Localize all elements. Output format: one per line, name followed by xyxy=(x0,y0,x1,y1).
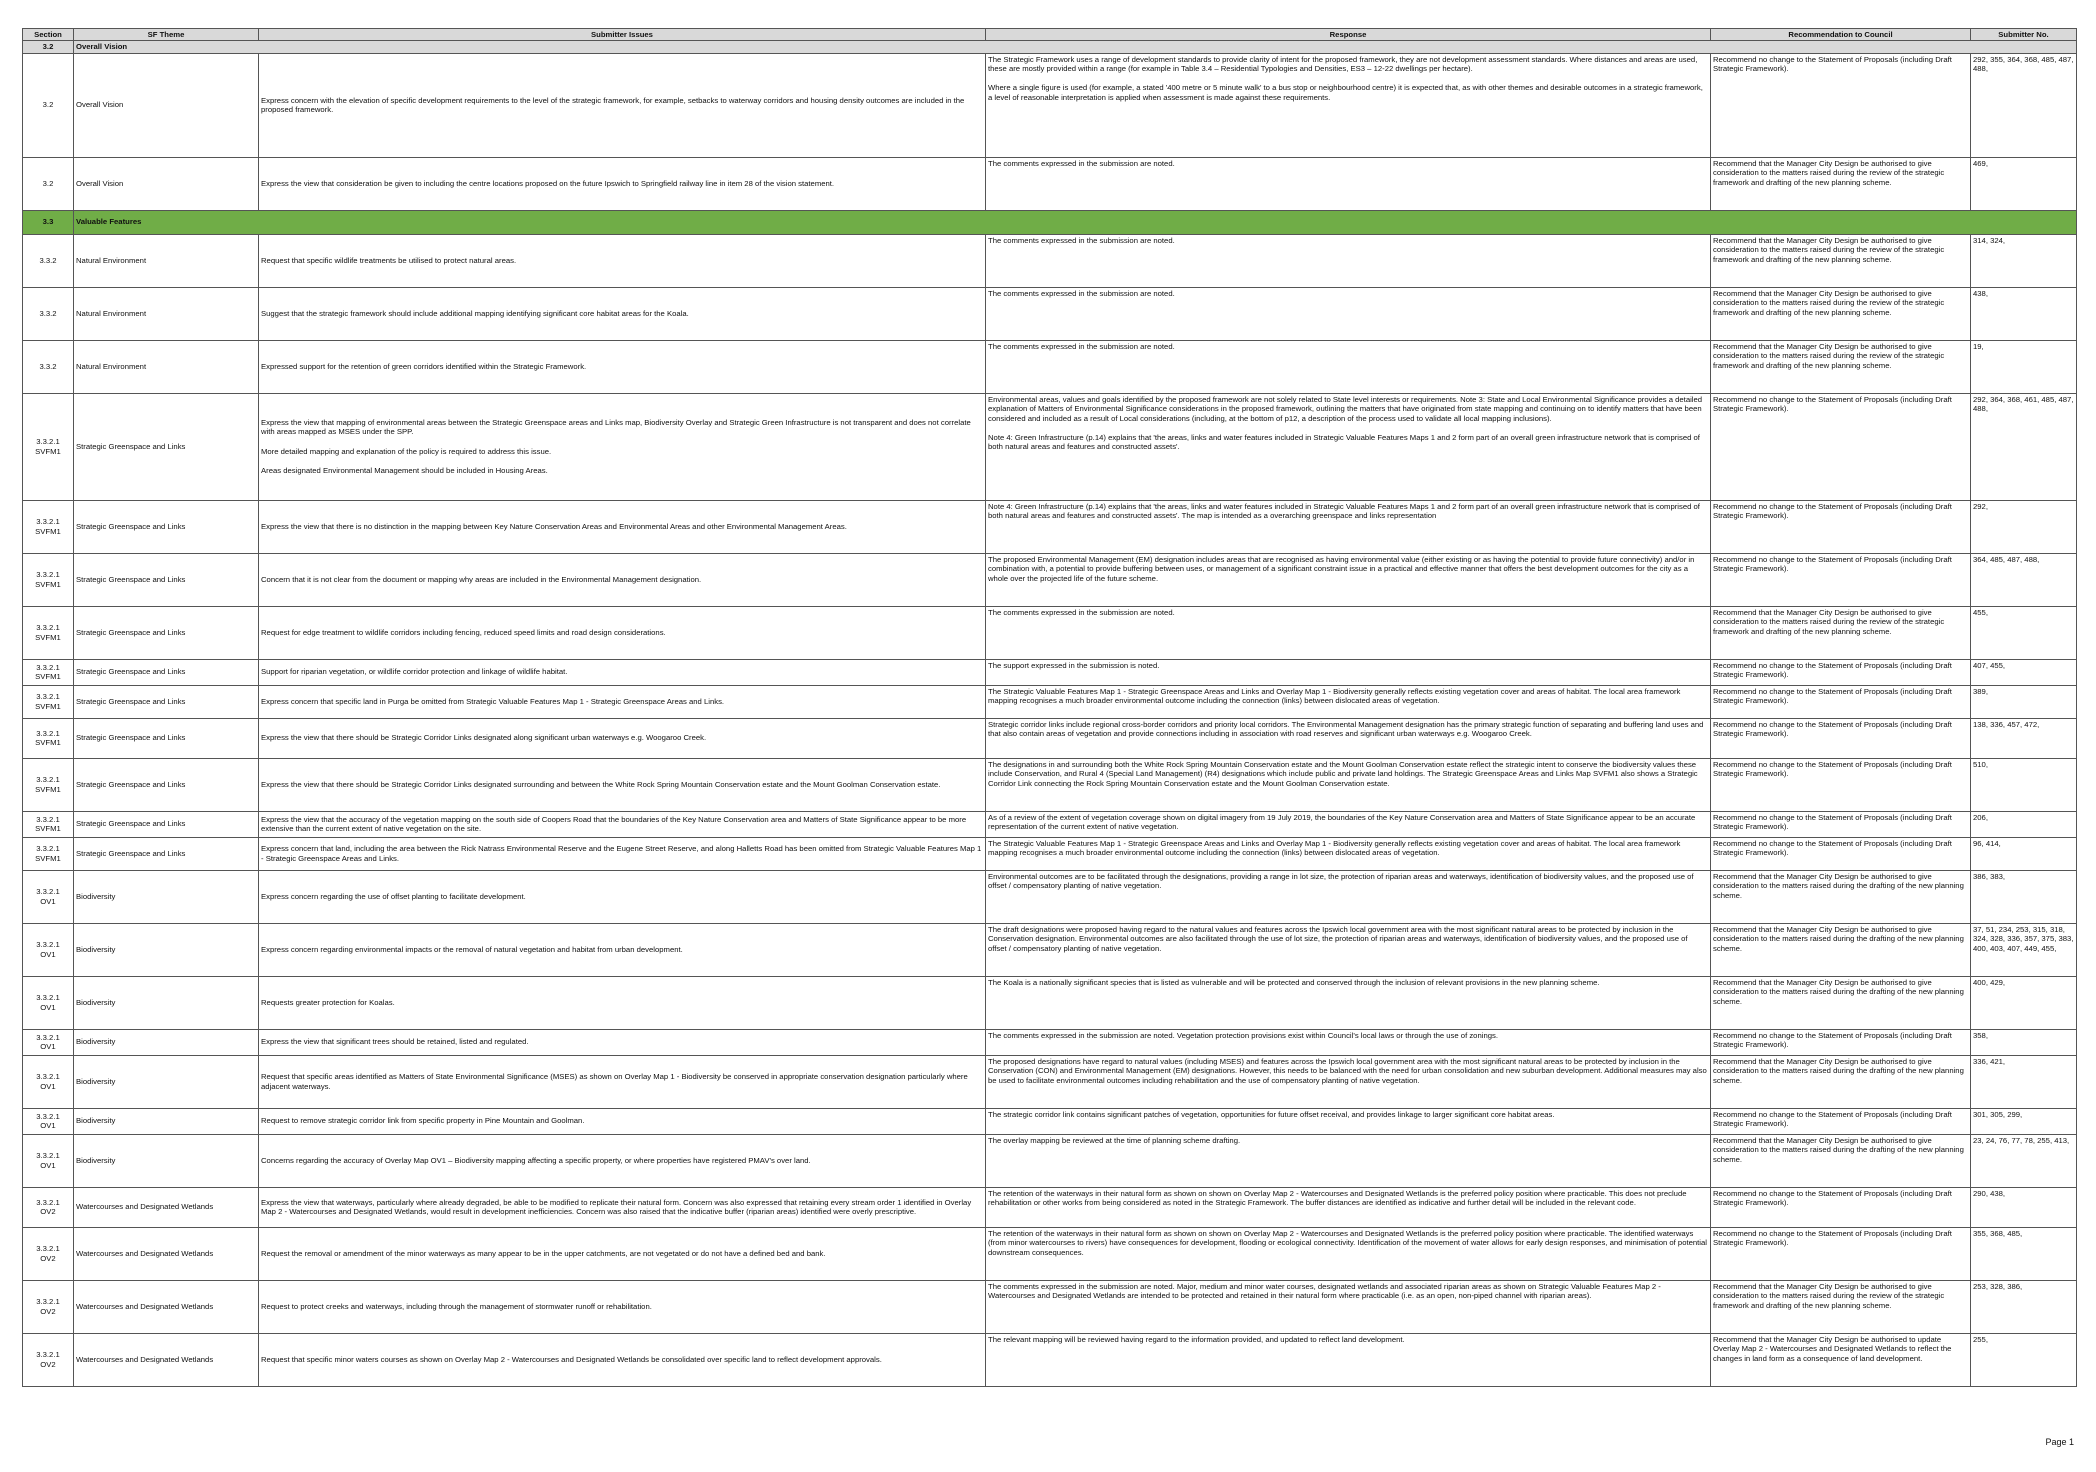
response-cell: The retention of the waterways in their natural form as shown on shown on Overlay Map 2 - Watercourses and Designated Wetlands is the preferred policy position where practicable. This does not preclude rehabilitation or other works from being considered as noted in the Strategic Framework. The buffer distances are identified as indicative and further detail will be included in the relevant code. xyxy=(986,1187,1711,1227)
issue-cell: Express concern regarding the use of offset planting to facilitate development. xyxy=(259,870,986,923)
theme-cell: Strategic Greenspace and Links xyxy=(74,718,259,758)
issue-cell: Express the view that there is no distinction in the mapping between Key Nature Conservation Areas and Environmental Areas and other Environmental Management Areas. xyxy=(259,500,986,553)
issue-cell: Express concern that specific land in Purga be omitted from Strategic Valuable Features Map 1 - Strategic Greenspace Areas and Links. xyxy=(259,685,986,718)
section-header-row xyxy=(23,210,2077,234)
submitter-cell: 23, 24, 76, 77, 78, 255, 413, xyxy=(1971,1134,2077,1187)
recommendation-cell: Recommend that the Manager City Design be authorised to give consideration to the matters raised during the drafting of the new planning scheme. xyxy=(1711,976,1971,1029)
issue-cell: Express the view that there should be Strategic Corridor Links designated surrounding and between the White Rock Spring Mountain Conservation estate and the Mount Goolman Conservation estate. xyxy=(259,758,986,811)
recommendation-cell: Recommend that the Manager City Design be authorised to give consideration to the matters raised during the review of the strategic framework and drafting of the new planning scheme. xyxy=(1711,606,1971,659)
theme-cell: Overall Vision xyxy=(74,53,259,157)
section-cell: 3.3.2.1 OV2 xyxy=(23,1187,74,1227)
issue-cell: Express concern that land, including the area between the Rick Natrass Environmental Reserve and the Eugene Street Reserve, and along Halletts Road has been omitted from Strategic Valuable Features Map 1 - Strategic Greenspace Areas and Links. xyxy=(259,837,986,870)
issue-cell: Express the view that there should be Strategic Corridor Links designated along significant urban waterways e.g. Woogaroo Creek. xyxy=(259,718,986,758)
recommendation-cell: Recommend no change to the Statement of Proposals (including Draft Strategic Framework). xyxy=(1711,811,1971,837)
table-row xyxy=(23,758,2077,811)
issue-cell: Support for riparian vegetation, or wildlife corridor protection and linkage of wildlife habitat. xyxy=(259,659,986,685)
theme-cell: Strategic Greenspace and Links xyxy=(74,837,259,870)
col-issues-header: Submitter Issues xyxy=(259,29,986,41)
theme-cell: Watercourses and Designated Wetlands xyxy=(74,1333,259,1386)
header-row xyxy=(23,29,2077,41)
section-number: 3.3 xyxy=(23,210,74,234)
submitter-cell: 206, xyxy=(1971,811,2077,837)
issue-cell: Requests greater protection for Koalas. xyxy=(259,976,986,1029)
submitter-cell: 407, 455, xyxy=(1971,659,2077,685)
section-cell: 3.3.2.1 OV1 xyxy=(23,1055,74,1108)
issue-cell: Request that specific wildlife treatments be utilised to protect natural areas. xyxy=(259,234,986,287)
theme-cell: Biodiversity xyxy=(74,923,259,976)
response-cell: As of a review of the extent of vegetation coverage shown on digital imagery from 19 July 2019, the boundaries of the Key Nature Conservation area and Matters of State Significance appear to be an accurate representation of the current extent of native vegetation. xyxy=(986,811,1711,837)
recommendation-cell: Recommend no change to the Statement of Proposals (including Draft Strategic Framework). xyxy=(1711,837,1971,870)
theme-cell: Watercourses and Designated Wetlands xyxy=(74,1187,259,1227)
table-row xyxy=(23,157,2077,210)
issue-cell: Expressed support for the retention of green corridors identified within the Strategic Framework. xyxy=(259,340,986,393)
recommendation-cell: Recommend that the Manager City Design be authorised to give consideration to the matters raised during the review of the strategic framework and drafting of the new planning scheme. xyxy=(1711,157,1971,210)
issue-cell: Request that specific minor waters courses as shown on Overlay Map 2 - Watercourses and Designated Wetlands be consolidated over specific land to reflect development approvals. xyxy=(259,1333,986,1386)
table-row xyxy=(23,1280,2077,1333)
section-cell: 3.3.2.1 SVFM1 xyxy=(23,811,74,837)
response-cell: The overlay mapping be reviewed at the time of planning scheme drafting. xyxy=(986,1134,1711,1187)
section-cell: 3.3.2.1 SVFM1 xyxy=(23,606,74,659)
submitter-cell: 355, 368, 485, xyxy=(1971,1227,2077,1280)
response-cell: Strategic corridor links include regional cross-border corridors and priority local corridors. The Environmental Management designation has the primary strategic function of separating and buffering land uses and that also contain areas of vegetation and provide connections including in association with road reserves and significant urban waterways e.g. Woogaroo Creek. xyxy=(986,718,1711,758)
section-cell: 3.3.2.1 SVFM1 xyxy=(23,685,74,718)
submitter-cell: 290, 438, xyxy=(1971,1187,2077,1227)
table-row xyxy=(23,837,2077,870)
response-cell: Environmental areas, values and goals identified by the proposed framework are not solely related to State level interests or requirements. Note 3: State and Local Environmental Significance provides a detailed explanation of Matters of Environmental Significance considerations in the proposed framework, outlining the matters that have originated from state mapping and continuing on to identify matters that have been considered and included as a result of Local considerations (including, at the bottom of p12, a description of the process used to validate all local mapping inclusions). Note 4: Green Infrastructure (p.14) explains that 'the areas, links and water features included in Strategic Valuable Features Maps 1 and 2 form part of an overall green infrastructure network that is comprised of both natural areas and features and constructed assets'. xyxy=(986,393,1711,500)
theme-cell: Natural Environment xyxy=(74,234,259,287)
section-title: Valuable Features xyxy=(74,210,2077,234)
theme-cell: Strategic Greenspace and Links xyxy=(74,500,259,553)
section-cell: 3.3.2.1 SVFM1 xyxy=(23,718,74,758)
table-row xyxy=(23,1333,2077,1386)
table-row xyxy=(23,659,2077,685)
section-title: Overall Vision xyxy=(74,41,2077,54)
submitter-cell: 292, 355, 364, 368, 485, 487, 488, xyxy=(1971,53,2077,157)
recommendation-cell: Recommend no change to the Statement of Proposals (including Draft Strategic Framework). xyxy=(1711,1108,1971,1134)
recommendation-cell: Recommend no change to the Statement of Proposals (including Draft Strategic Framework). xyxy=(1711,393,1971,500)
table-row xyxy=(23,1187,2077,1227)
response-cell: The comments expressed in the submission are noted. xyxy=(986,606,1711,659)
table-row xyxy=(23,393,2077,500)
response-cell: The comments expressed in the submission are noted. xyxy=(986,234,1711,287)
col-submitter-header: Submitter No. xyxy=(1971,29,2077,41)
response-cell: The draft designations were proposed having regard to the natural values and features across the Ipswich local government area with the most significant natural areas to be protected by inclusion in the Conservation designation. Environmental outcomes are also facilitated through the use of lot size, the protection of riparian areas and waterways, identification of biodiversity values, and the proposed use of offset / compensatory planting of native vegetation. xyxy=(986,923,1711,976)
response-cell: The Strategic Valuable Features Map 1 - Strategic Greenspace Areas and Links and Overlay Map 1 - Biodiversity generally reflects existing vegetation cover and areas of habitat. The local area framework mapping recognises a much broader environmental outcome including the connection (links) between dislocated areas of vegetation. xyxy=(986,837,1711,870)
section-cell: 3.3.2.1 SVFM1 xyxy=(23,393,74,500)
section-cell: 3.2 xyxy=(23,53,74,157)
submissions-table xyxy=(22,28,2077,1387)
response-cell: The designations in and surrounding both the White Rock Spring Mountain Conservation estate and the Mount Goolman Conservation estate reflect the strategic intent to conserve the biodiversity values these include Conservation, and Rural 4 (Special Land Management) (R4) designations which include public and private land holdings. The Strategic Greenspace Areas and Links Map SVFM1 also shows a Strategic Corridor Link connecting the Rock Spring Mountain Conservation estate and the Mount Goolman Conservation estate. xyxy=(986,758,1711,811)
issue-cell: Express the view that the accuracy of the vegetation mapping on the south side of Coopers Road that the boundaries of the Key Nature Conservation area and Matters of State Significance appear to be more extensive than the current extent of native vegetation on the site. xyxy=(259,811,986,837)
section-cell: 3.3.2.1 SVFM1 xyxy=(23,553,74,606)
section-cell: 3.2 xyxy=(23,157,74,210)
response-cell: The comments expressed in the submission are noted. xyxy=(986,157,1711,210)
theme-cell: Natural Environment xyxy=(74,340,259,393)
theme-cell: Natural Environment xyxy=(74,287,259,340)
theme-cell: Strategic Greenspace and Links xyxy=(74,606,259,659)
issue-cell: Request the removal or amendment of the minor waterways as many appear to be in the upper catchments, are not vegetated or do not have a defined bed and bank. xyxy=(259,1227,986,1280)
issue-cell: Request to remove strategic corridor link from specific property in Pine Mountain and Goolman. xyxy=(259,1108,986,1134)
issue-cell: Concern that it is not clear from the document or mapping why areas are included in the Environmental Management designation. xyxy=(259,553,986,606)
theme-cell: Strategic Greenspace and Links xyxy=(74,811,259,837)
recommendation-cell: Recommend no change to the Statement of Proposals (including Draft Strategic Framework). xyxy=(1711,685,1971,718)
page-number: Page 1 xyxy=(2045,1437,2074,1447)
theme-cell: Overall Vision xyxy=(74,157,259,210)
section-cell: 3.3.2.1 OV1 xyxy=(23,976,74,1029)
recommendation-cell: Recommend that the Manager City Design be authorised to give consideration to the matters raised during the drafting of the new planning scheme. xyxy=(1711,870,1971,923)
recommendation-cell: Recommend no change to the Statement of Proposals (including Draft Strategic Framework). xyxy=(1711,553,1971,606)
theme-cell: Biodiversity xyxy=(74,1134,259,1187)
recommendation-cell: Recommend no change to the Statement of Proposals (including Draft Strategic Framework). xyxy=(1711,500,1971,553)
recommendation-cell: Recommend no change to the Statement of Proposals (including Draft Strategic Framework). xyxy=(1711,53,1971,157)
section-cell: 3.3.2.1 OV2 xyxy=(23,1280,74,1333)
theme-cell: Biodiversity xyxy=(74,976,259,1029)
section-cell: 3.3.2.1 SVFM1 xyxy=(23,837,74,870)
section-header-row xyxy=(23,41,2077,54)
table-row xyxy=(23,287,2077,340)
col-section-header: Section xyxy=(23,29,74,41)
section-cell: 3.3.2.1 OV1 xyxy=(23,1108,74,1134)
theme-cell: Biodiversity xyxy=(74,1108,259,1134)
submitter-cell: 438, xyxy=(1971,287,2077,340)
theme-cell: Strategic Greenspace and Links xyxy=(74,685,259,718)
response-cell: The support expressed in the submission is noted. xyxy=(986,659,1711,685)
submitter-cell: 292, xyxy=(1971,500,2077,553)
table-row xyxy=(23,685,2077,718)
section-cell: 3.3.2 xyxy=(23,287,74,340)
issue-cell: Express the view that waterways, particularly where already degraded, be able to be modified to replicate their natural form. Concern was also expressed that retaining every stream order 1 identified in Overlay Map 2 - Watercourses and Designated Wetlands, would result in development inefficiencies. Concern was also raised that the indicative buffer (riparian areas) identified were overly prescriptive. xyxy=(259,1187,986,1227)
submitter-cell: 455, xyxy=(1971,606,2077,659)
table-row xyxy=(23,1227,2077,1280)
submitter-cell: 469, xyxy=(1971,157,2077,210)
table-row xyxy=(23,500,2077,553)
table-row xyxy=(23,553,2077,606)
theme-cell: Biodiversity xyxy=(74,1055,259,1108)
response-cell: The Strategic Framework uses a range of development standards to provide clarity of intent for the proposed framework, they are not development assessment standards. Where distances and areas are used, these are mostly provided within a range (for example in Table 3.4 – Residential Typologies and Densities, ES3 – 12-22 dwellings per hectare). Where a single figure is used (for example, a stated '400 metre or 5 minute walk' to a bus stop or neighbourhood centre) it is expected that, as with other themes and desirable outcomes in a strategic framework, a level of reasonable interpretation is applied when assessment is made against these requirements. xyxy=(986,53,1711,157)
recommendation-cell: Recommend no change to the Statement of Proposals (including Draft Strategic Framework). xyxy=(1711,1227,1971,1280)
submitter-cell: 253, 328, 386, xyxy=(1971,1280,2077,1333)
theme-cell: Watercourses and Designated Wetlands xyxy=(74,1280,259,1333)
response-cell: The comments expressed in the submission are noted. xyxy=(986,287,1711,340)
col-recommendation-header: Recommendation to Council xyxy=(1711,29,1971,41)
submitter-cell: 37, 51, 234, 253, 315, 318, 324, 328, 336, 357, 375, 383, 400, 403, 407, 449, 455, xyxy=(1971,923,2077,976)
submitter-cell: 255, xyxy=(1971,1333,2077,1386)
section-cell: 3.3.2.1 OV2 xyxy=(23,1227,74,1280)
section-cell: 3.3.2.1 SVFM1 xyxy=(23,659,74,685)
section-number: 3.2 xyxy=(23,41,74,54)
response-cell: The retention of the waterways in their natural form as shown on shown on Overlay Map 2 - Watercourses and Designated Wetlands is the preferred policy position where practicable. The identified waterways (from minor watercourses to rivers) have consequences for development, flooding or ecological connectivity. Identification of the movement of water allows for early design responses, and minimisation of potential downstream consequences. xyxy=(986,1227,1711,1280)
response-cell: The proposed designations have regard to natural values (including MSES) and features across the Ipswich local government area with the most significant natural areas to be protected by inclusion in the Conservation (CON) and Environmental Management (EM) designations. However, this needs to be balanced with the need for urban consolidation and new suburban development. Additional measures may also be used to facilitate environmental outcomes including rehabilitation and the use of compensatory planting of native vegetation. xyxy=(986,1055,1711,1108)
theme-cell: Strategic Greenspace and Links xyxy=(74,659,259,685)
recommendation-cell: Recommend that the Manager City Design be authorised to give consideration to the matters raised during the drafting of the new planning scheme. xyxy=(1711,923,1971,976)
issue-cell: Express the view that consideration be given to including the centre locations proposed on the future Ipswich to Springfield railway line in item 28 of the vision statement. xyxy=(259,157,986,210)
recommendation-cell: Recommend that the Manager City Design be authorised to give consideration to the matters raised during the review of the strategic framework and drafting of the new planning scheme. xyxy=(1711,287,1971,340)
recommendation-cell: Recommend no change to the Statement of Proposals (including Draft Strategic Framework). xyxy=(1711,659,1971,685)
submitter-cell: 301, 305, 299, xyxy=(1971,1108,2077,1134)
issue-cell: Request that specific areas identified as Matters of State Environmental Significance (MSES) as shown on Overlay Map 1 - Biodiversity be conserved in appropriate conservation designation particularly where adjacent waterways. xyxy=(259,1055,986,1108)
issue-cell: Express the view that significant trees should be retained, listed and regulated. xyxy=(259,1029,986,1055)
response-cell: The relevant mapping will be reviewed having regard to the information provided, and updated to reflect land development. xyxy=(986,1333,1711,1386)
table-row xyxy=(23,1108,2077,1134)
theme-cell: Strategic Greenspace and Links xyxy=(74,393,259,500)
submitter-cell: 96, 414, xyxy=(1971,837,2077,870)
recommendation-cell: Recommend no change to the Statement of Proposals (including Draft Strategic Framework). xyxy=(1711,1029,1971,1055)
table-row xyxy=(23,923,2077,976)
recommendation-cell: Recommend no change to the Statement of Proposals (including Draft Strategic Framework). xyxy=(1711,718,1971,758)
recommendation-cell: Recommend that the Manager City Design be authorised to give consideration to the matters raised during the drafting of the new planning scheme. xyxy=(1711,1134,1971,1187)
section-cell: 3.3.2.1 OV1 xyxy=(23,1029,74,1055)
table-row xyxy=(23,53,2077,157)
table-row xyxy=(23,1029,2077,1055)
theme-cell: Strategic Greenspace and Links xyxy=(74,553,259,606)
submitter-cell: 292, 364, 368, 461, 485, 487, 488, xyxy=(1971,393,2077,500)
section-cell: 3.3.2.1 SVFM1 xyxy=(23,758,74,811)
table-row xyxy=(23,870,2077,923)
submitter-cell: 510, xyxy=(1971,758,2077,811)
section-cell: 3.3.2 xyxy=(23,234,74,287)
issue-cell: Suggest that the strategic framework should include additional mapping identifying significant core habitat areas for the Koala. xyxy=(259,287,986,340)
response-cell: The Koala is a nationally significant species that is listed as vulnerable and will be protected and conserved through the inclusion of relevant provisions in the new planning scheme. xyxy=(986,976,1711,1029)
response-cell: The comments expressed in the submission are noted. Major, medium and minor water courses, designated wetlands and associated riparian areas as shown on Strategic Valuable Features Map 2 - Watercourses and Designated Wetlands are intended to be protected and retained in their natural form where practicable (i.e. as an open, non-piped channel with riparian areas). xyxy=(986,1280,1711,1333)
submitter-cell: 19, xyxy=(1971,340,2077,393)
issue-cell: Express the view that mapping of environmental areas between the Strategic Greenspace areas and Links map, Biodiversity Overlay and Strategic Green Infrastructure is not transparent and does not correlate with areas mapped as MSES under the SPP. More detailed mapping and explanation of the policy is required to address this issue. Areas designated Environmental Management should be included in Housing Areas. xyxy=(259,393,986,500)
table-row xyxy=(23,1055,2077,1108)
submitter-cell: 314, 324, xyxy=(1971,234,2077,287)
issue-cell: Request to protect creeks and waterways, including through the management of stormwater runoff or rehabilitation. xyxy=(259,1280,986,1333)
recommendation-cell: Recommend no change to the Statement of Proposals (including Draft Strategic Framework). xyxy=(1711,758,1971,811)
response-cell: The Strategic Valuable Features Map 1 - Strategic Greenspace Areas and Links and Overlay Map 1 - Biodiversity generally reflects existing vegetation cover and areas of habitat. The local area framework mapping recognises a much broader environmental outcome including the connection (links) between dislocated areas of vegetation. xyxy=(986,685,1711,718)
section-cell: 3.3.2.1 OV1 xyxy=(23,870,74,923)
recommendation-cell: Recommend that the Manager City Design be authorised to update Overlay Map 2 - Watercourses and Designated Wetlands to reflect the changes in land form as a consequence of land development. xyxy=(1711,1333,1971,1386)
recommendation-cell: Recommend that the Manager City Design be authorised to give consideration to the matters raised during the review of the strategic framework and drafting of the new planning scheme. xyxy=(1711,340,1971,393)
table-body xyxy=(23,41,2077,1387)
issue-cell: Express concern with the elevation of specific development requirements to the level of the strategic framework, for example, setbacks to waterway corridors and housing density outcomes are included in the proposed framework. xyxy=(259,53,986,157)
submitter-cell: 364, 485, 487, 488, xyxy=(1971,553,2077,606)
table-row xyxy=(23,811,2077,837)
recommendation-cell: Recommend that the Manager City Design be authorised to give consideration to the matters raised during the drafting of the new planning scheme. xyxy=(1711,1055,1971,1108)
section-cell: 3.3.2.1 SVFM1 xyxy=(23,500,74,553)
recommendation-cell: Recommend that the Manager City Design be authorised to give consideration to the matters raised during the review of the strategic framework and drafting of the new planning scheme. xyxy=(1711,234,1971,287)
recommendation-cell: Recommend no change to the Statement of Proposals (including Draft Strategic Framework). xyxy=(1711,1187,1971,1227)
submitter-cell: 138, 336, 457, 472, xyxy=(1971,718,2077,758)
issue-cell: Express concern regarding environmental impacts or the removal of natural vegetation and habitat from urban development. xyxy=(259,923,986,976)
recommendation-cell: Recommend that the Manager City Design be authorised to give consideration to the matters raised during the review of the strategic framework and drafting of the new planning scheme. xyxy=(1711,1280,1971,1333)
response-cell: Note 4: Green Infrastructure (p.14) explains that 'the areas, links and water features included in Strategic Valuable Features Maps 1 and 2 form part of an overall green infrastructure network that is comprised of both natural areas and features and constructed assets'. The map is intended as a overarching greenspace and links representation xyxy=(986,500,1711,553)
theme-cell: Strategic Greenspace and Links xyxy=(74,758,259,811)
issue-cell: Concerns regarding the accuracy of Overlay Map OV1 – Biodiversity mapping affecting a specific property, or where properties have registered PMAV's over land. xyxy=(259,1134,986,1187)
col-theme-header: SF Theme xyxy=(74,29,259,41)
table-row xyxy=(23,976,2077,1029)
submitter-cell: 386, 383, xyxy=(1971,870,2077,923)
theme-cell: Biodiversity xyxy=(74,870,259,923)
submitter-cell: 389, xyxy=(1971,685,2077,718)
response-cell: The comments expressed in the submission are noted. xyxy=(986,340,1711,393)
theme-cell: Watercourses and Designated Wetlands xyxy=(74,1227,259,1280)
submitter-cell: 358, xyxy=(1971,1029,2077,1055)
table-row xyxy=(23,234,2077,287)
table-row xyxy=(23,340,2077,393)
section-cell: 3.3.2.1 OV1 xyxy=(23,923,74,976)
section-cell: 3.3.2.1 OV2 xyxy=(23,1333,74,1386)
theme-cell: Biodiversity xyxy=(74,1029,259,1055)
submitter-cell: 400, 429, xyxy=(1971,976,2077,1029)
response-cell: Environmental outcomes are to be facilitated through the designations, providing a range in lot size, the protection of riparian areas and waterways, identification of biodiversity values, and the proposed use of offset / compensatory planting of native vegetation. xyxy=(986,870,1711,923)
issue-cell: Request for edge treatment to wildlife corridors including fencing, reduced speed limits and road design considerations. xyxy=(259,606,986,659)
response-cell: The strategic corridor link contains significant patches of vegetation, opportunities for future offset receival, and provides linkage to larger significant core habitat areas. xyxy=(986,1108,1711,1134)
submitter-cell: 336, 421, xyxy=(1971,1055,2077,1108)
section-cell: 3.3.2 xyxy=(23,340,74,393)
section-cell: 3.3.2.1 OV1 xyxy=(23,1134,74,1187)
response-cell: The comments expressed in the submission are noted. Vegetation protection provisions exist within Council's local laws or through the use of zonings. xyxy=(986,1029,1711,1055)
col-response-header: Response xyxy=(986,29,1711,41)
response-cell: The proposed Environmental Management (EM) designation includes areas that are recognised as having environmental value (either existing or as having the potential to provide future connectivity) and/or in combination with, a potential to provide buffering between uses, or management of a significant constraint issue in a practical and effective manner that offers the best development outcomes for the city as a whole over the projected life of the future scheme. xyxy=(986,553,1711,606)
table-row xyxy=(23,718,2077,758)
table-row xyxy=(23,1134,2077,1187)
table-row xyxy=(23,606,2077,659)
